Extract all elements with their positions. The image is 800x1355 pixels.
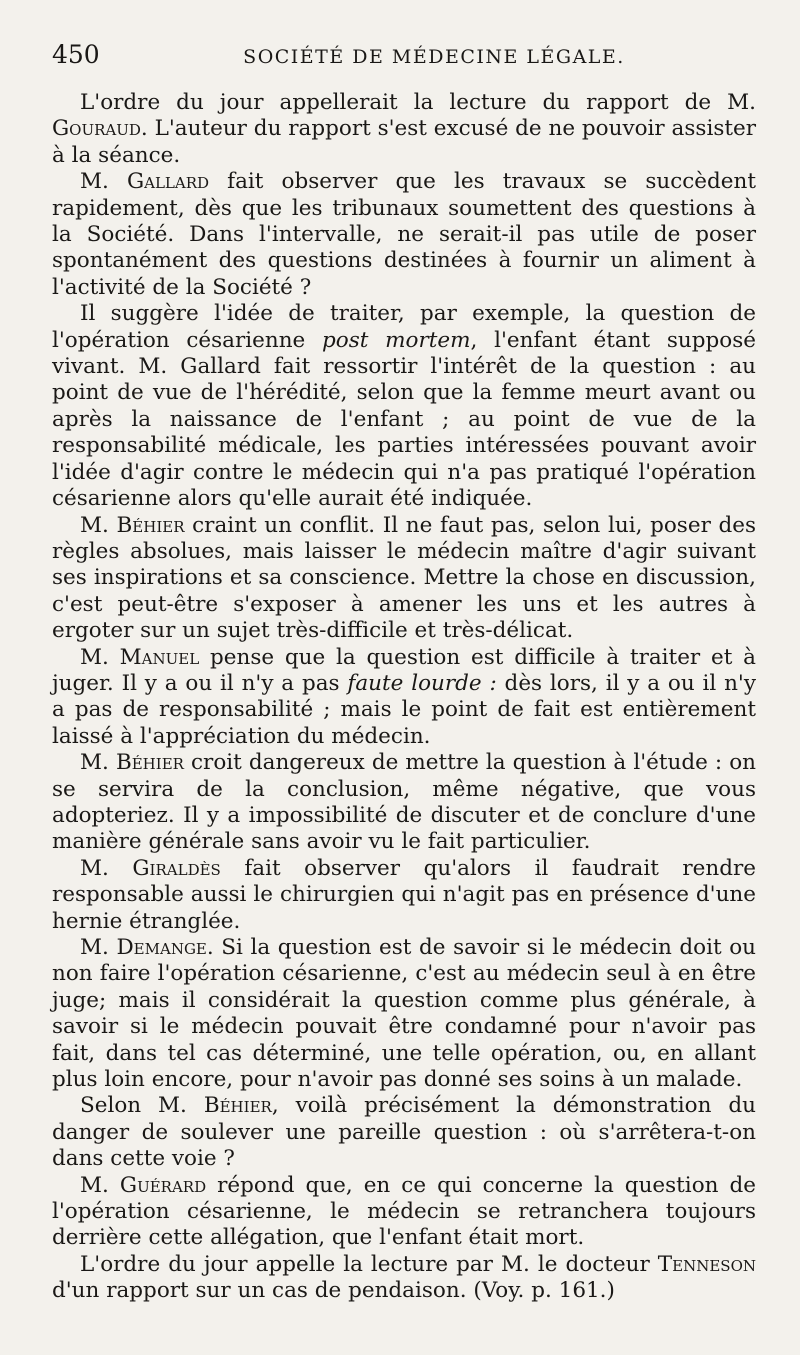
paragraph-4: M. Béhier craint un conflit. Il ne faut pas, selon lui, poser des règles absolues, mais laisser le médecin maître d'agir suivant ses inspirations et sa conscience. Mettre la chose en discussion, c'est peut-être s'exposer à amener les uns et les autres à ergoter sur un sujet très-difficile et très-délicat. (52, 512, 757, 644)
paragraph-6: M. Béhier croit dangereux de mettre la question à l'étude : on se servira de la conclusion, même négative, que vous adopteriez. Il y a impossibilité de discuter et de conclure d'une manière générale sans avoir vu le fait particulier. (52, 750, 757, 855)
paragraph-10: M. Guérard répond que, en ce qui concerne la question de l'opération césarienne, le médecin se retranchera toujours derrière cette allégation, que l'enfant était mort. (52, 1172, 756, 1251)
person-name: Demange (116, 935, 207, 960)
person-name: Giraldès (132, 855, 221, 881)
paragraph-9: Selon M. Béhier, voilà précisément la démonstration du danger de soulever une pareille question : où s'arrêtera-t-on dans cette voie ? (52, 1093, 756, 1172)
page-number: 450 (52, 40, 100, 69)
paragraph-8: M. Demange. Si la question est de savoir si le médecin doit ou non faire l'opération césarienne, c'est au médecin seul à en être juge; mais il considérait la question comme plus générale, à savoir si le médecin pouvait être condamné pour n'avoir pas fait, dans tel cas déterminé, une telle opération, ou, en allant plus loin encore, pour n'avoir pas donné ses soins à un malade. (52, 935, 756, 1093)
paragraph-7: M. Giraldès fait observer qu'alors il faudrait rendre responsable aussi le chirurgien qui n'agit pas en présence d'une hernie étranglée. (52, 855, 756, 934)
person-name: Béhier (203, 1093, 272, 1119)
body-text (52, 90, 756, 1305)
person-name: Tenneson (657, 1251, 756, 1277)
italic-term: faute lourde : (347, 670, 497, 696)
running-title: SOCIÉTÉ DE MÉDECINE LÉGALE. (243, 46, 625, 68)
person-name: Gallard (126, 169, 210, 195)
paragraph-11: L'ordre du jour appelle la lecture par M. le docteur Tenneson d'un rapport sur un cas de pendaison. (Voy. p. 161.) (52, 1251, 756, 1304)
person-name: Manuel (119, 644, 200, 670)
page-header (52, 40, 756, 86)
paragraph-1: L'ordre du jour appellerait la lecture du rapport de M. Gouraud. L'auteur du rapport s'est excusé de ne pouvoir assister à la séance. (52, 90, 756, 168)
paragraph-5: M. Manuel pense que la question est difficile à traiter et à juger. Il y a ou il n'y a pas faute lourde : dès lors, il y a ou il n'y a pas de responsabilité ; mais le point de fait est entièrement laissé à l'appréciation du médecin. (52, 644, 756, 749)
person-name: Gouraud (52, 116, 141, 142)
paragraph-2: M. Gallard fait observer que les travaux se succèdent rapidement, dès que les tribunaux soumettent des questions à la Société. Dans l'intervalle, ne serait-il pas utile de poser spontanément des questions destinées à fournir un aliment à l'activité de la Société ? (52, 169, 756, 300)
person-name: Béhier (115, 750, 184, 776)
paragraph-3: Il suggère l'idée de traiter, par exemple, la question de l'opération césarienne post mortem, l'enfant étant supposé vivant. M. Gallard fait ressortir l'intérêt de la question : au point de vue de l'hérédité, selon que la femme meurt avant ou après la naissance de l'enfant ; au point de vue de la responsabilité médicale, les parties intéressées pouvant avoir l'idée d'agir contre le médecin qui n'a pas pratiqué l'opération césarienne alors qu'elle aurait été indiquée. (52, 301, 757, 512)
person-name: Béhier (116, 512, 185, 538)
person-name: Guérard (119, 1172, 207, 1198)
italic-term: post mortem (322, 327, 471, 353)
